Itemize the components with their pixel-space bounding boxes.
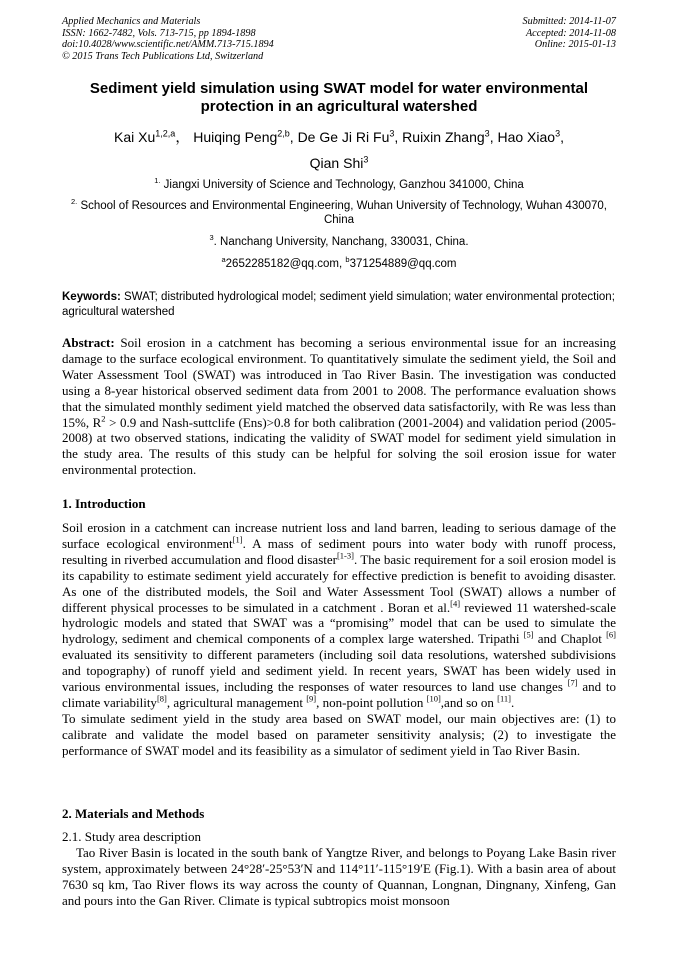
- author-sup: 3: [389, 128, 395, 139]
- author-sep: ,: [560, 129, 564, 145]
- author-sep: ,: [489, 129, 498, 145]
- author-sup: 1,2,a: [155, 128, 176, 139]
- affiliation-sup: 1.: [154, 176, 161, 186]
- study-area-paragraph: Tao River Basin is located in the south bank of Yangtze River, and belongs to Poyang Lake Basin river system, approximately between 24°28′-25°53′N and 114°11′-115°19′E (Fig.1). With a basin area of about 7630 sq km, Tao River flows its way across the county of Quannan, Longnan, Dingnany, Xinfeng, Gan and pours into the Gan River. Climate is typical subtropics moist monsoon: [62, 844, 616, 908]
- author-list: [62, 124, 616, 176]
- journal-name: Applied Mechanics and Materials: [62, 16, 201, 27]
- doi: doi:10.4028/www.scientific.net/AMM.713-715.1894: [62, 39, 274, 51]
- author-sup: 3: [555, 128, 561, 139]
- abstract-text-1: Soil erosion in a catchment has becoming a serious environmental issue for an increasing damage to the surface ecological environment. To quantitatively simulate the sediment yield, the Soil and Water Assessment Tool (SWAT) was introduced in Tao River Basin. The investigation was conducted using a 8-year historical observed sediment data from 2001 to 2008. The performance evaluation shows that the simulated monthly sediment yield matched the observed data satisfactorily, with Re was less than 15%, R: [62, 335, 616, 430]
- authors-line-1: [62, 124, 616, 150]
- issn: ISSN: 1662-7482, Vols. 713-715, pp 1894-1898: [62, 27, 256, 39]
- intro-text-run: reviewed 11 watershed-scale hydrologic models and stated that SWAT was a “promising” model that can be used to simulate the hydrology, sediment and chemical components of a complex large watershed. Tripathi: [62, 599, 616, 647]
- intro-text-run: . The basic requirement for a soil erosion model is its capability to estimate sediment yield accurately for effective prediction is benefit to avoiding disaster. As one of the distributed models, the Soil and Water Assessment Tool (SWAT) allows a number of different physical processes to be simulated in a catchment . Boran et al.: [62, 551, 616, 615]
- citation-ref: [4]: [450, 598, 461, 609]
- copyright: © 2015 Trans Tech Publications Ltd, Switzerland: [62, 50, 264, 62]
- authors-line-2: [62, 150, 616, 176]
- keywords-label: Keywords:: [62, 291, 121, 303]
- author-name: Huiqing Peng: [193, 129, 278, 145]
- title-line-2: protection in an agricultural watershed: [200, 98, 478, 115]
- author-sep: ,: [289, 129, 298, 145]
- intro-text-run: . A mass of sediment pours into water body with runoff process, resulting in riverbed accumulation and flood disaster: [62, 535, 616, 567]
- affiliation-sup: 3: [209, 233, 214, 243]
- affiliation-3: [70, 235, 608, 249]
- paper-title: [62, 80, 616, 116]
- intro-text-run: .: [511, 694, 515, 710]
- author-sup: 2,b: [277, 128, 290, 139]
- section-heading-introduction: 1. Introduction: [62, 496, 146, 511]
- abstract-text-2: > 0.9 and Nash-suttclife (Ens)>0.8 for both calibration (2001-2004) and validation period (2005-2008) at two observed stations, indicating the validity of SWAT model for sediment yield simulation in the study area. The results of this study can be helpful for solving the soil erosion issue for water environmental protection.: [62, 414, 617, 478]
- intro-text-run: and Chaplot: [533, 631, 607, 647]
- affiliation-sup: 2.: [70, 197, 78, 207]
- intro-text-run: ,and so on: [440, 694, 498, 710]
- affiliation-text: . Nanchang University, Nanchang, 330031, China.: [213, 236, 469, 248]
- affiliation-2: [70, 199, 608, 227]
- author-emails: [70, 257, 608, 271]
- dates-header: [416, 16, 616, 51]
- submitted-date: Submitted: 2014-11-07: [522, 16, 616, 27]
- section-heading-materials: 2. Materials and Methods: [62, 806, 205, 821]
- journal-header: [62, 16, 362, 62]
- intro-text-run: , agricultural management: [166, 694, 307, 710]
- affiliation-text: School of Resources and Environmental Engineering, Wuhan University of Technology, Wuhan 430070, China: [77, 200, 607, 226]
- accepted-date: Accepted: 2014-11-08: [525, 27, 616, 39]
- abstract: [62, 335, 616, 478]
- author-sep: ，: [175, 129, 190, 145]
- affiliation-1: [70, 178, 608, 192]
- citation-ref: [1-3]: [336, 550, 354, 561]
- citation-ref: [9]: [306, 693, 317, 704]
- keywords: [62, 290, 616, 319]
- citation-ref: [7]: [567, 677, 578, 688]
- intro-text-run: Soil erosion in a catchment can increase nutrient loss and land barren, leading to serious damage of the surface ecological environment: [62, 520, 616, 551]
- citation-ref: [11]: [497, 693, 511, 704]
- introduction-paragraph-1: [62, 520, 616, 711]
- citation-ref: [5]: [523, 630, 534, 641]
- author-name: De Ge Ji Ri Fu: [297, 129, 390, 145]
- author-sup: 3: [363, 154, 369, 165]
- author-sep: ,: [394, 129, 403, 145]
- author-name: Hao Xiao: [497, 129, 556, 145]
- citation-ref: [6]: [606, 630, 617, 641]
- citation-ref: [8]: [156, 693, 167, 704]
- title-line-1: Sediment yield simulation using SWAT model for water environmental: [89, 80, 589, 97]
- introduction-paragraph-2: To simulate sediment yield in the study area based on SWAT model, our main objectives are: (1) to calibrate and validate the model based on parameter sensitivity analysis; (2) to investigate the performance of SWAT model and its feasibility as a simulator of sediment yield in Tao River Basin.: [62, 710, 616, 758]
- abstract-label: Abstract:: [62, 335, 115, 350]
- author-sup: 3: [484, 128, 490, 139]
- online-date: Online: 2015-01-13: [534, 39, 616, 51]
- email-a: 2652285182@qq.com,: [225, 258, 346, 270]
- introduction: [62, 520, 616, 759]
- intro-text-run: , non-point pollution: [316, 694, 427, 710]
- intro-text-run: and to climate variability: [62, 679, 616, 710]
- author-name: Ruixin Zhang: [402, 129, 485, 145]
- email-b: 371254889@qq.com: [349, 258, 457, 270]
- materials-methods: [62, 829, 616, 909]
- subsection-heading: 2.1. Study area description: [62, 829, 201, 844]
- affiliation-text: Jiangxi University of Science and Technology, Ganzhou 341000, China: [160, 179, 524, 191]
- citation-ref: [1]: [232, 534, 243, 545]
- keywords-text: SWAT; distributed hydrological model; sediment yield simulation; water environmental protection; agricultural watershed: [62, 291, 615, 318]
- author-name: Kai Xu: [114, 129, 156, 145]
- email-sup-b: b: [345, 255, 350, 265]
- citation-ref: [10]: [426, 693, 441, 704]
- intro-text-run: evaluated its sensitivity to different parameters (including soil data resolutions, watershed subdivisions and topography) of runoff yield and sediment yield. In recent years, SWAT has been widely used in various environmental issues, including the responses of water resources to land use changes: [62, 647, 616, 695]
- author-name: Qian Shi: [309, 155, 364, 171]
- abstract-sup: 2: [101, 413, 106, 424]
- email-sup-a: a: [221, 255, 226, 265]
